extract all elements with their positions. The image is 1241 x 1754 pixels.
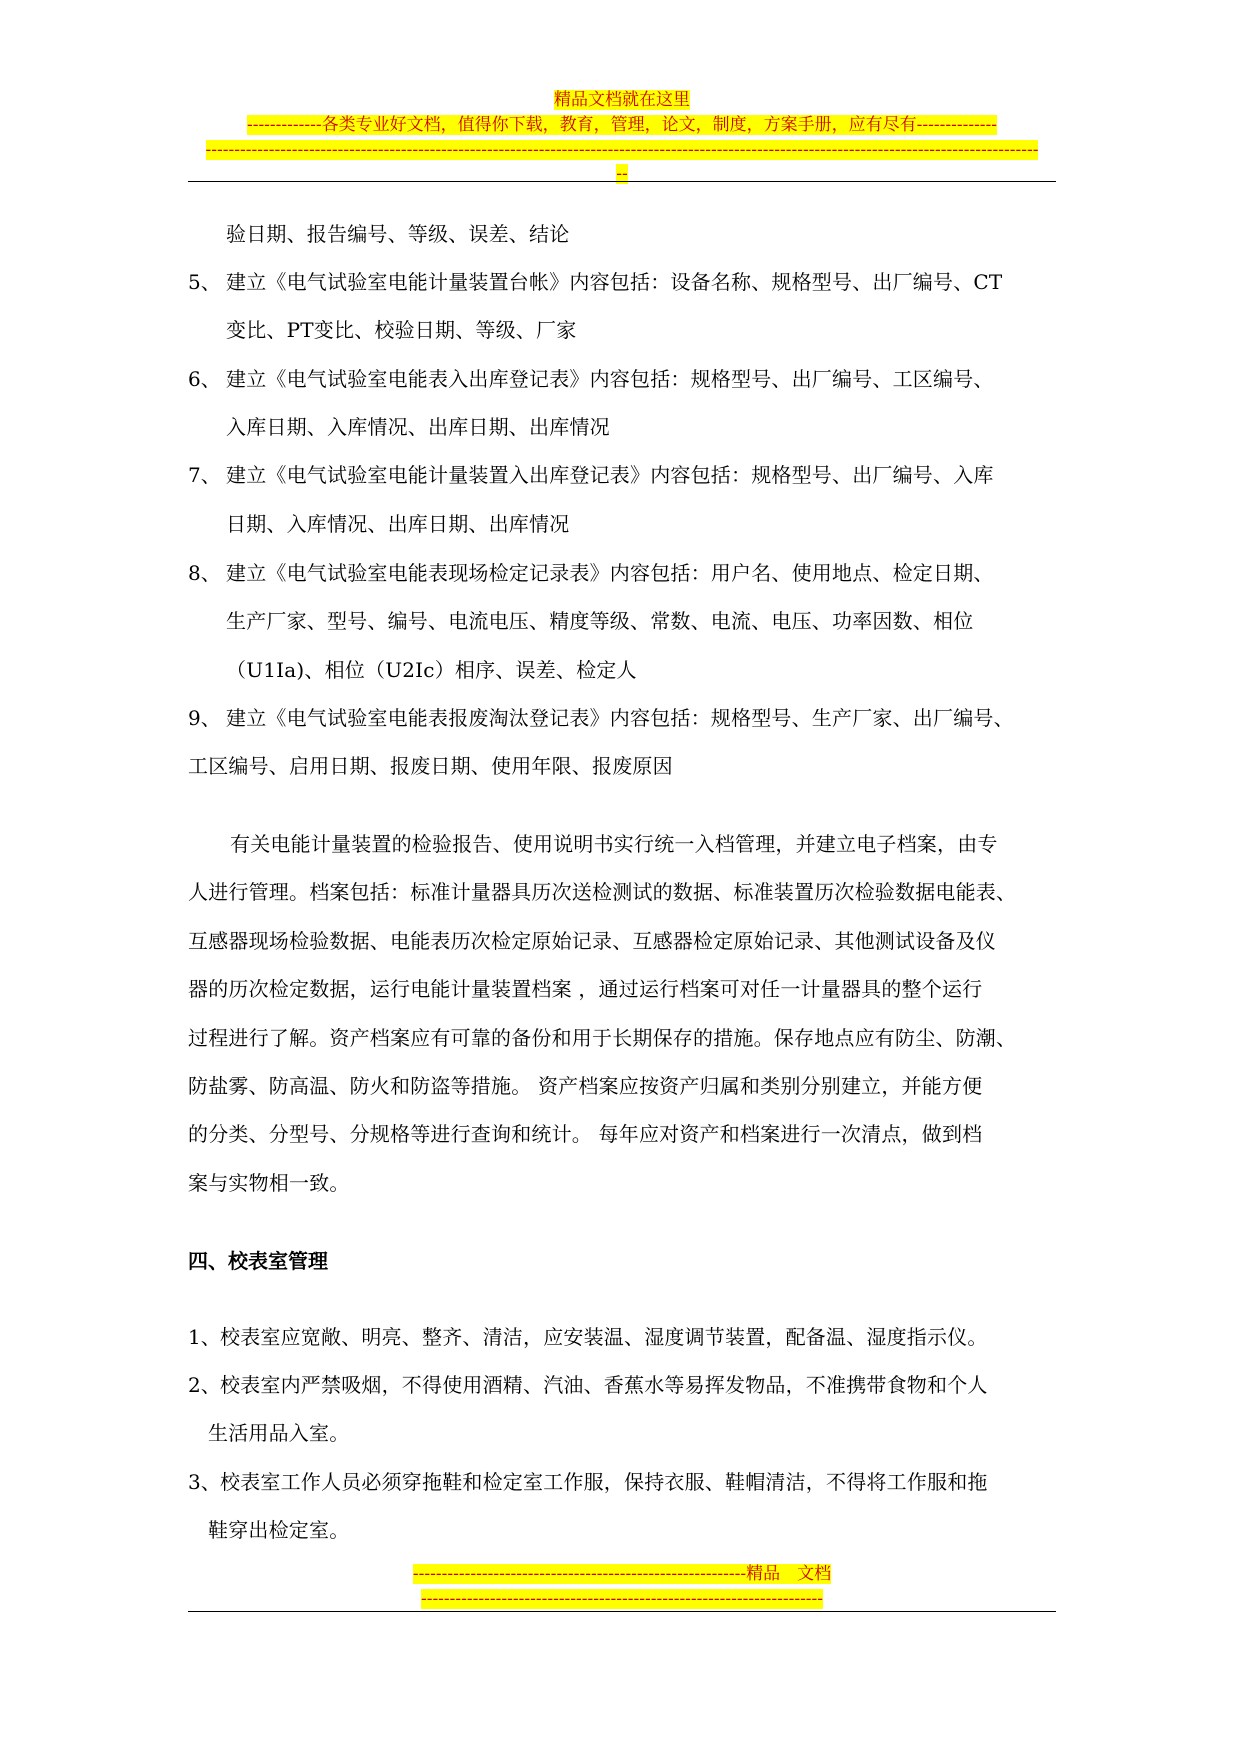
header-slogan-text: -------------各类专业好文档，值得你下载，教育，管理，论文，制度，方案手册，应有尽有-------------- (246, 115, 998, 135)
list-item-number: 6、 (188, 367, 221, 391)
list-item-line: 建立《电气试验室电能表入出库登记表》内容包括：规格型号、出厂编号、工区编号、 (226, 367, 994, 391)
header-slogan (188, 114, 1056, 136)
list-item-line: 生产厂家、型号、编号、电流电压、精度等级、常数、电流、电压、功率因数、相位 (226, 609, 974, 633)
list-item-line: （U1Ⅰa)、相位（U2Ⅰc）相序、误差、检定人 (226, 658, 637, 682)
header-dash-text-1: ------------------------------------------------------------------------------------------------------------------------------------------------- (205, 140, 1039, 160)
list-item-number: 9、 (188, 706, 221, 730)
list-item-line: 生活用品入室。 (208, 1421, 350, 1445)
paragraph-line: 防盐雾、防高温、防火和防盗等措施。 资产档案应按资产归属和类别分别建立，并能方便 (188, 1074, 983, 1098)
list-item-line: 入库日期、入库情况、出库日期、出库情况 (226, 415, 610, 439)
paragraph-line: 的分类、分型号、分规格等进行查询和统计。 每年应对资产和档案进行一次清点，做到档 (188, 1122, 983, 1146)
list-item-number: 5、 (188, 270, 221, 294)
paragraph-line: 过程进行了解。资产档案应有可靠的备份和用于长期保存的措施。保存地点应有防尘、防潮、 (188, 1026, 1017, 1050)
header-dash-text-2: -- (616, 164, 628, 184)
footer-line-2 (188, 1588, 1056, 1610)
footer-line-1 (188, 1563, 1056, 1585)
list-item-line: 建立《电气试验室电能计量装置台帐》内容包括：设备名称、规格型号、出厂编号、CT (226, 270, 1003, 294)
list-item-line: 鞋穿出检定室。 (208, 1518, 350, 1542)
footer-text-2: ---------------------------------------------------------------------- (420, 1589, 824, 1609)
list-item-line: 建立《电气试验室电能表现场检定记录表》内容包括：用户名、使用地点、检定日期、 (226, 561, 994, 585)
list-item-line: 日期、入库情况、出库日期、出库情况 (226, 512, 570, 536)
list-item-line: 校表室应宽敞、明亮、整齐、清洁，应安装温、湿度调节装置，配备温、湿度指示仪。 (220, 1325, 988, 1349)
paragraph-line: 案与实物相一致。 (188, 1171, 350, 1195)
list-item-number: 8、 (188, 561, 221, 585)
header-title-text: 精品文档就在这里 (554, 90, 690, 110)
list-item-number: 1、 (188, 1325, 221, 1349)
list-item-line: 校表室内严禁吸烟，不得使用酒精、汽油、香蕉水等易挥发物品，不准携带食物和个人 (220, 1373, 988, 1397)
list-item-number: 7、 (188, 463, 221, 487)
list-item-number: 2、 (188, 1373, 221, 1397)
paragraph-line: 互感器现场检验数据、电能表历次检定原始记录、互感器检定原始记录、其他测试设备及仪 (188, 929, 996, 953)
list-item-line: 校表室工作人员必须穿拖鞋和检定室工作服，保持衣服、鞋帽清洁，不得将工作服和拖 (220, 1470, 988, 1494)
list-item-line: 变比、PT变比、校验日期、等级、厂家 (226, 318, 577, 342)
list-item-number: 3、 (188, 1470, 221, 1494)
footer-rule (188, 1611, 1056, 1612)
list-item-continuation: 验日期、报告编号、等级、误差、结论 (226, 222, 570, 246)
footer-text-1: ----------------------------------------------------------精品 文档 (412, 1564, 832, 1584)
list-item-line: 建立《电气试验室电能计量装置入出库登记表》内容包括：规格型号、出厂编号、入库 (226, 463, 994, 487)
header-rule (188, 181, 1056, 182)
paragraph-line: 有关电能计量装置的检验报告、使用说明书实行统一入档管理，并建立电子档案，由专 (230, 832, 998, 856)
paragraph-line: 器的历次检定数据，运行电能计量装置档案 ，通过运行档案可对任一计量器具的整个运行 (188, 977, 983, 1001)
header-title (188, 89, 1056, 111)
section-heading: 四、校表室管理 (188, 1249, 328, 1273)
paragraph-line: 人进行管理。档案包括：标准计量器具历次送检测试的数据、标准装置历次检验数据电能表、 (188, 880, 1017, 904)
list-item-line: 工区编号、启用日期、报废日期、使用年限、报废原因 (188, 754, 673, 778)
list-item-line: 建立《电气试验室电能表报废淘汰登记表》内容包括：规格型号、生产厂家、出厂编号、 (226, 706, 1014, 730)
header-dash-line-1 (188, 139, 1056, 161)
